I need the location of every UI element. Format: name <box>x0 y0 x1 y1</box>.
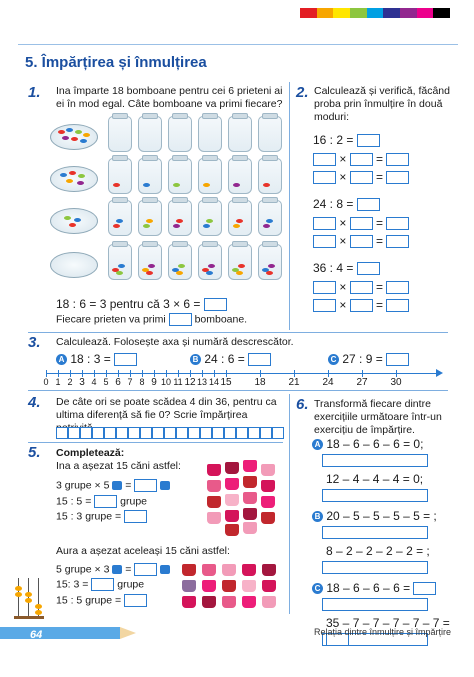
ex4-answer-cells[interactable] <box>56 424 284 436</box>
axis-tick-label: 13 <box>196 377 208 387</box>
ex5-b2 <box>56 578 144 591</box>
axis-tick <box>58 370 59 377</box>
equals-sign: = <box>376 298 384 312</box>
axis-tick <box>154 370 155 377</box>
ex5-b2-text: 15: 3 = <box>56 578 89 591</box>
ex6-b2-expr: 8 – 2 – 2 – 2 – 2 = ; <box>326 544 430 558</box>
ex2-number: 2. <box>296 84 309 101</box>
ex3-item-b <box>190 351 271 367</box>
answer-cell[interactable] <box>236 427 248 439</box>
badge-c: C <box>312 583 323 594</box>
ex2-g1-b2[interactable] <box>350 171 373 184</box>
ex5-a3-text: 15 : 3 grupe = <box>56 510 122 523</box>
cup-icon <box>160 481 170 490</box>
ex5-a2 <box>56 495 147 508</box>
ex2-g1-a2[interactable] <box>350 153 373 166</box>
ex6-item-a1 <box>312 436 462 452</box>
ex2-g3-head: 36 : 4 = <box>313 261 354 275</box>
equals-sign: = <box>376 170 384 184</box>
ex1-answer-box-2[interactable] <box>169 313 192 326</box>
ex5-a2-unit: grupe <box>120 495 148 508</box>
axis-tick <box>396 370 397 377</box>
ex2-g3-result[interactable] <box>357 262 380 275</box>
answer-cell[interactable] <box>164 427 176 439</box>
ex2-g3-b3[interactable] <box>386 299 409 312</box>
color-bar <box>300 8 450 18</box>
answer-cell[interactable] <box>260 427 272 439</box>
ex2-g3-a3[interactable] <box>386 281 409 294</box>
ex5-number: 5. <box>28 444 41 461</box>
ex6-c1-inline[interactable] <box>413 582 436 595</box>
ex5-b1: 5 grupe × 3 = <box>56 563 170 576</box>
answer-cell[interactable] <box>140 427 152 439</box>
answer-cell[interactable] <box>200 427 212 439</box>
ex5-a1: 3 grupe × 5 = <box>56 479 170 492</box>
answer-cell[interactable] <box>116 427 128 439</box>
ex1-answer-box-1[interactable] <box>204 298 227 311</box>
abacus-illustration <box>14 578 44 622</box>
axis-tick-label: 14 <box>208 377 220 387</box>
axis-tick <box>226 370 227 377</box>
cups-stack-illustration-1 <box>205 458 285 536</box>
answer-cell[interactable] <box>68 427 80 439</box>
ex5-b1-answer[interactable] <box>134 563 157 576</box>
candy-illustration <box>50 110 288 295</box>
ex2-g2-a2[interactable] <box>350 217 373 230</box>
answer-cell[interactable] <box>128 427 140 439</box>
axis-tick <box>362 370 363 377</box>
cups-stack-illustration-2 <box>180 560 284 615</box>
times-sign: × <box>339 298 347 312</box>
axis-tick <box>190 370 191 377</box>
ex6-item-b1 <box>312 508 462 524</box>
ex2-g2-b1[interactable] <box>313 235 336 248</box>
axis-tick-label: 8 <box>139 377 145 387</box>
ex3-c-expr: 27 : 9 = <box>342 352 383 366</box>
ex6-item-c1 <box>312 580 462 596</box>
ex6-item-b2 <box>312 543 462 559</box>
answer-cell[interactable] <box>224 427 236 439</box>
ex1-eq2-a: Fiecare prieten va primi <box>56 313 166 326</box>
ex2-group-2 <box>313 196 409 249</box>
times-sign: × <box>339 234 347 248</box>
ex2-g3-b1[interactable] <box>313 299 336 312</box>
ex5-a2-answer[interactable] <box>94 495 117 508</box>
badge-c: C <box>328 354 339 365</box>
ex5-b3 <box>56 594 147 607</box>
axis-tick <box>118 370 119 377</box>
axis-tick-label: 9 <box>151 377 157 388</box>
ex5-a1-answer[interactable] <box>134 479 157 492</box>
ex5-line2: Aura a așezat aceleași 15 căni astfel: <box>56 545 230 557</box>
ex2-text: Calculează și verifică, făcând proba prin înmulțire în două moduri: <box>314 85 450 123</box>
ex2-group-3 <box>313 260 409 313</box>
badge-a: A <box>312 439 323 450</box>
ex6-c1-expr: 18 – 6 – 6 – 6 = <box>326 581 411 595</box>
axis-tick <box>166 370 167 377</box>
ex6-b1-expr: 20 – 5 – 5 – 5 – 5 = ; <box>326 509 437 523</box>
axis-tick <box>70 370 71 377</box>
ex1-text: Ina împarte 18 bomboane pentru cei 6 prieteni ai ei în mod egal. Câte bomboane va primi fiecare? <box>56 85 283 110</box>
badge-b: B <box>312 511 323 522</box>
answer-cell[interactable] <box>92 427 104 439</box>
ex1-equation <box>56 296 227 312</box>
axis-tick <box>106 370 107 377</box>
ex2-g1-b1[interactable] <box>313 171 336 184</box>
ex5-b3-text: 15 : 5 grupe = <box>56 594 122 607</box>
axis-tick-label: 5 <box>103 377 109 387</box>
times-sign: × <box>339 170 347 184</box>
axis-tick <box>94 370 95 377</box>
ex3-item-c <box>328 351 409 367</box>
axis-tick <box>178 370 179 377</box>
answer-cell[interactable] <box>248 427 260 439</box>
badge-b: B <box>190 354 201 365</box>
cup-icon <box>160 565 170 574</box>
footer-text: Relația dintre înmulțire și împărțire <box>314 627 452 637</box>
ex6-item-a2 <box>312 471 462 487</box>
ex5-title: Completează: <box>56 447 125 459</box>
axis-tick-label: 27 <box>356 377 368 388</box>
pencil-tip <box>120 627 136 639</box>
row-divider <box>28 332 448 333</box>
ex3-a-expr: 18 : 3 = <box>70 352 111 366</box>
ex2-group-1 <box>313 132 409 185</box>
ex2-g2-a1[interactable] <box>313 217 336 230</box>
axis-tick <box>294 370 295 377</box>
times-sign: × <box>339 280 347 294</box>
ex5-b1-text: 5 grupe × 3 <box>56 563 110 576</box>
ex2-g2-result[interactable] <box>357 198 380 211</box>
answer-cell[interactable] <box>212 427 224 439</box>
ex6-b1-answer[interactable] <box>322 526 428 539</box>
axis-tick-label: 7 <box>127 377 133 387</box>
axis-tick-label: 4 <box>91 377 97 387</box>
ex2-g1-a3[interactable] <box>386 153 409 166</box>
ex2-g3-b2[interactable] <box>350 299 373 312</box>
pencil-decoration <box>0 627 120 639</box>
ex2-g3-a1[interactable] <box>313 281 336 294</box>
ex2-g3-a2[interactable] <box>350 281 373 294</box>
ex6-b2-answer[interactable] <box>322 561 428 574</box>
column-divider-bottom <box>289 394 290 614</box>
axis-tick-label: 18 <box>254 377 266 388</box>
equals-sign: = <box>376 280 384 294</box>
ex2-g2-b2[interactable] <box>350 235 373 248</box>
ex3-number: 3. <box>28 334 41 351</box>
ex1-eq1-text: 18 : 6 = 3 pentru că 3 × 6 = <box>56 297 201 311</box>
answer-cell[interactable] <box>56 427 68 439</box>
cup-icon <box>112 481 122 490</box>
ex1-number: 1. <box>28 84 41 101</box>
ex5-b3-answer[interactable] <box>124 594 147 607</box>
answer-cell[interactable] <box>104 427 116 439</box>
axis-tick-label: 15 <box>220 377 232 388</box>
axis-tick <box>328 370 329 377</box>
ex5-b2-answer[interactable] <box>91 578 114 591</box>
answer-cell[interactable] <box>272 427 284 439</box>
answer-cell[interactable] <box>80 427 92 439</box>
ex2-g1-a1[interactable] <box>313 153 336 166</box>
ex5-a1-text: 3 grupe × 5 <box>56 479 110 492</box>
ex3-b-answer[interactable] <box>248 353 271 366</box>
number-axis <box>43 373 444 391</box>
ex6-items <box>312 436 462 646</box>
axis-tick-label: 24 <box>322 377 334 388</box>
times-sign: × <box>339 216 347 230</box>
times-sign: × <box>339 152 347 166</box>
ex2-g1-head: 16 : 2 = <box>313 133 354 147</box>
ex5-a3 <box>56 510 147 523</box>
axis-tick-label: 0 <box>43 377 49 387</box>
ex3-text: Calculează. Folosește axa și numără descrescător. <box>56 336 294 348</box>
cup-icon <box>112 565 122 574</box>
ex2-g1-b3[interactable] <box>386 171 409 184</box>
equals-sign: = <box>376 152 384 166</box>
ex5-b2-unit: grupe <box>117 578 145 591</box>
axis-tick-label: 21 <box>288 377 300 388</box>
axis-tick-label: 2 <box>67 377 73 387</box>
answer-cell[interactable] <box>176 427 188 439</box>
axis-tick <box>82 370 83 377</box>
axis-tick-label: 6 <box>115 377 121 388</box>
axis-tick-label: 1 <box>55 377 61 387</box>
column-divider-top <box>289 82 290 330</box>
ex4-number: 4. <box>28 394 41 411</box>
axis-tick <box>130 370 131 377</box>
axis-tick <box>260 370 261 377</box>
axis-tick-label: 12 <box>184 377 196 388</box>
ex6-text: Transformă fiecare dintre exercițiile următoare într-un exercițiu de împărțire. <box>314 398 442 436</box>
ex1-eq2-b: bomboane. <box>194 313 248 326</box>
ex6-a1-expr: 18 – 6 – 6 – 6 = 0; <box>326 437 424 451</box>
answer-cell[interactable] <box>188 427 200 439</box>
ex6-c2-expr: 35 – 7 – 7 – 7 – 7 – 7 = <box>326 616 450 630</box>
badge-a: A <box>56 354 67 365</box>
ex4-divider <box>28 442 283 443</box>
axis-tick-label: 30 <box>390 377 402 388</box>
ex6-c1-answer[interactable] <box>322 598 428 611</box>
axis-tick <box>202 370 203 377</box>
axis-tick-label: 3 <box>79 377 85 388</box>
equals-sign: = <box>376 234 384 248</box>
answer-cell[interactable] <box>152 427 164 439</box>
ex6-a2-expr: 12 – 4 – 4 – 4 = 0; <box>326 472 424 486</box>
ex2-g2-b3[interactable] <box>386 235 409 248</box>
axis-tick <box>214 370 215 377</box>
axis-tick-label: 11 <box>173 377 183 387</box>
ex5-a2-text: 15 : 5 = <box>56 495 92 508</box>
ex5-a3-answer[interactable] <box>124 510 147 523</box>
ex6-a1-answer[interactable] <box>322 454 428 467</box>
ex2-g1-result[interactable] <box>357 134 380 147</box>
axis-tick <box>142 370 143 377</box>
ex6-a2-answer[interactable] <box>322 489 428 502</box>
ex2-g2-head: 24 : 8 = <box>313 197 354 211</box>
axis-tick-label: 10 <box>160 377 172 387</box>
header-rule <box>18 44 458 45</box>
ex3-item-a <box>56 351 137 367</box>
ex4-text: De câte ori se poate scădea 4 din 36, pentru ca ultima diferență să fie 0? Scrie împărțirea <box>56 396 277 421</box>
ex3-a-answer[interactable] <box>114 353 137 366</box>
page-title: 5. Împărțirea și înmulțirea <box>25 54 207 71</box>
ex5-line1: Ina a așezat 15 căni astfel: <box>56 460 181 472</box>
ex3-c-answer[interactable] <box>386 353 409 366</box>
ex1-sentence <box>56 313 247 326</box>
ex3-b-expr: 24 : 6 = <box>204 352 245 366</box>
equals-sign: = <box>376 216 384 230</box>
ex2-g2-a3[interactable] <box>386 217 409 230</box>
ex6-number: 6. <box>296 396 309 413</box>
page-number: 64 <box>30 629 43 641</box>
axis-tick <box>46 370 47 377</box>
